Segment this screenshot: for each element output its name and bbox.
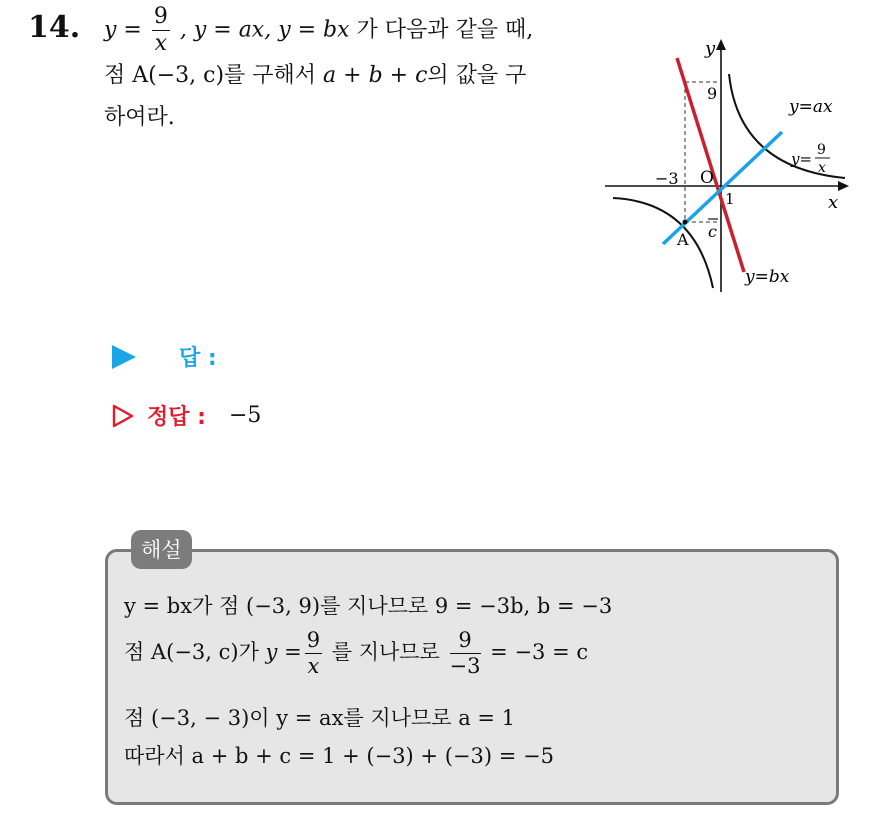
- hyperbola-label-num: 9: [817, 142, 826, 158]
- question-text: [104, 6, 594, 139]
- fraction-numerator: 9: [153, 4, 168, 29]
- solution-2-c: 를 지나므로: [325, 640, 447, 664]
- fraction-denominator: −3: [449, 654, 481, 678]
- point-a-dot: [683, 220, 688, 225]
- solution-2-b: y =: [265, 640, 302, 664]
- solution-line-4: 따라서 a + b + c = 1 + (−3) + (−3) = −5: [124, 744, 554, 768]
- hyperbola-label-den: x: [818, 160, 826, 176]
- y-axis-arrow: [716, 39, 726, 50]
- eq-y-equals: y =: [104, 17, 142, 43]
- problem-number: 14.: [28, 10, 81, 45]
- hyperbola-label-prefix: y=: [791, 150, 813, 168]
- fraction-numerator: 9: [450, 630, 481, 654]
- question-line-2: [104, 55, 594, 97]
- hyperbola-branch-right: [729, 74, 845, 178]
- eq-lines: , y = ax, y = bx: [179, 17, 350, 43]
- y-axis-label: y: [705, 38, 716, 59]
- fraction-denominator: x: [307, 654, 320, 678]
- solution-line-3: 점 (−3, − 3)이 y = ax를 지나므로 a = 1: [124, 706, 516, 730]
- tick-label-c: c: [708, 222, 717, 241]
- answer-row: [112, 341, 217, 372]
- line-y-ax: [663, 132, 782, 244]
- correct-answer-label: 정답 :: [147, 405, 206, 430]
- solution-fraction-9-over-minus3: [450, 630, 481, 677]
- outline-triangle-icon: [112, 404, 134, 428]
- solution-tag: 해설: [131, 530, 192, 569]
- question-line-1: [104, 6, 594, 55]
- tick-label-1: 1: [725, 190, 735, 208]
- solution-2-a: 점 A(−3, c)가: [124, 640, 266, 664]
- fraction-denominator: x: [154, 31, 168, 56]
- solution-2-d: = −3 = c: [483, 640, 589, 664]
- sum-expr: a + b + c: [323, 63, 428, 88]
- x-axis-arrow: [838, 181, 849, 191]
- fraction-numerator: 9: [306, 628, 321, 652]
- line-b-label: y=bx: [745, 267, 790, 287]
- line-a-label: y=ax: [789, 97, 833, 117]
- origin-label: O: [700, 168, 714, 188]
- answer-label: 답 :: [179, 346, 217, 371]
- solution-line-1: y = bx가 점 (−3, 9)를 지나므로 9 = −3b, b = −3: [124, 594, 613, 618]
- tick-label-minus-3: −3: [655, 169, 679, 188]
- solution-fraction-9-over-x: [305, 630, 322, 677]
- question-prefix: 점: [104, 63, 133, 88]
- correct-answer-value: −5: [228, 403, 262, 428]
- point-a-label: A: [677, 230, 689, 249]
- x-axis-label: x: [828, 192, 839, 213]
- tick-label-9: 9: [707, 84, 718, 103]
- play-triangle-icon: [112, 345, 136, 369]
- function-graph: [605, 32, 855, 297]
- fraction-9-over-x: [152, 6, 170, 55]
- correct-answer-row: [112, 400, 261, 431]
- question-text-1: 가 다음과 같을 때,: [356, 17, 534, 43]
- question-suffix: 의 값을 구: [427, 63, 527, 88]
- solution-line-2: [124, 630, 588, 677]
- question-mid: 를 구해서: [224, 63, 324, 88]
- point-a-expr: A(−3, c): [132, 63, 225, 88]
- question-line-3: 하여라.: [104, 105, 175, 130]
